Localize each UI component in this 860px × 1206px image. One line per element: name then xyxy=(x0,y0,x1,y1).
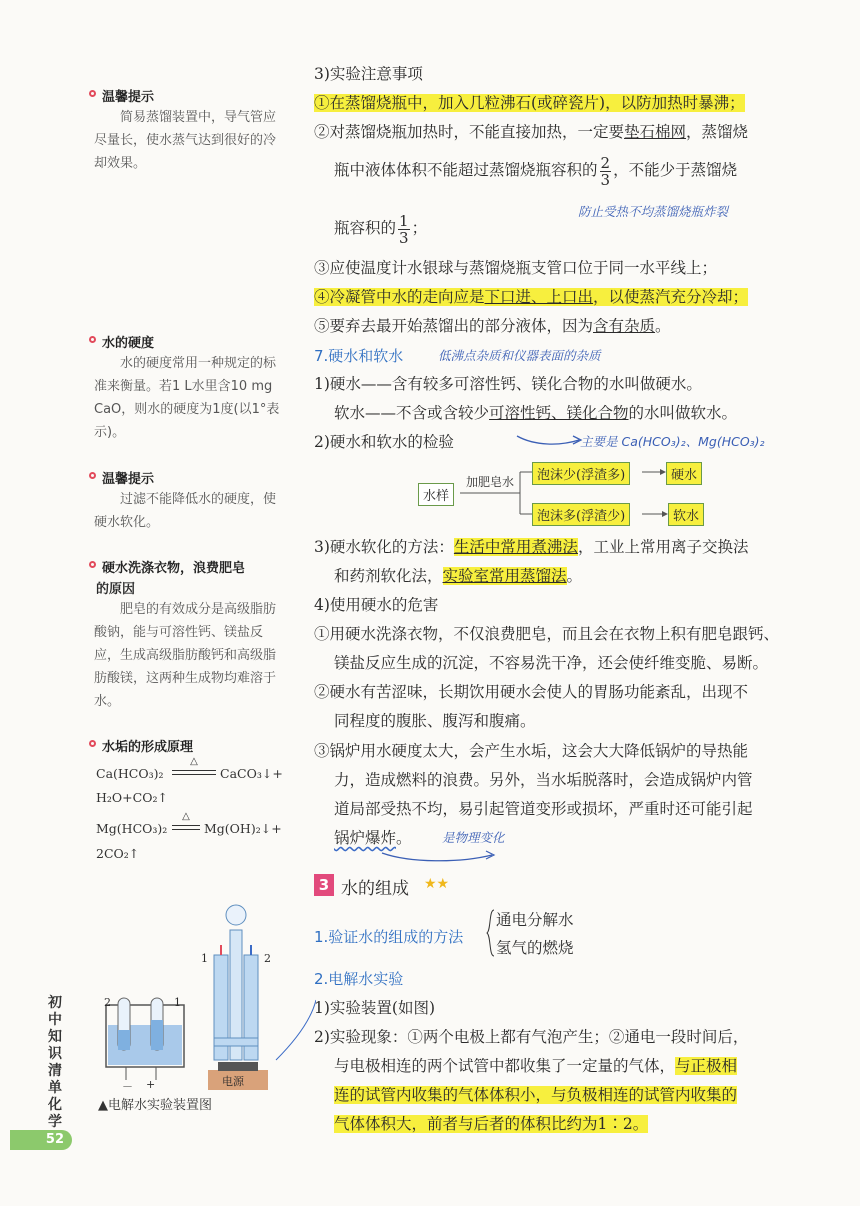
phenomenon-cont3 xyxy=(334,1112,648,1136)
note-item-2 xyxy=(314,120,748,144)
highlight: 连的试管内收集的气体体积小，与负极相连的试管内收集的 xyxy=(334,1086,738,1104)
denominator: 3 xyxy=(600,170,611,189)
eq2-condition: △ xyxy=(182,811,190,822)
hardness-text: 水的硬度常用一种规定的标准来衡量。若1 L水里含10 mg CaO，则水的硬度为1度(以1°表示)。 xyxy=(94,356,280,440)
numerator: 1 xyxy=(399,211,409,230)
note-heading: 3)实验注意事项 xyxy=(314,65,423,83)
tip2-title: 温馨提示 xyxy=(92,468,154,487)
eq2-lhs: Mg(HCO₃)₂ xyxy=(96,821,168,836)
note-item-3: ③应使温度计水银球与蒸馏烧瓶支管口位于同一水平线上； xyxy=(314,259,718,277)
eq2-rhs2: 2CO₂↑ xyxy=(96,846,140,861)
harm-heading: 4)使用硬水的危害 xyxy=(314,596,439,614)
fig-label-r1: 1 xyxy=(201,952,208,965)
denominator: 3 xyxy=(399,228,409,247)
wavy-underlined-text: 锅炉爆炸 xyxy=(334,829,397,847)
tip1-text: 简易蒸馏装置中，导气管应尽量长，使水蒸气达到很好的冷却效果。 xyxy=(94,110,277,171)
fraction xyxy=(600,155,612,188)
numerator: 2 xyxy=(600,153,611,172)
highlight xyxy=(314,288,748,306)
handwritten-note: 防止受热不均蒸馏烧瓶炸裂 xyxy=(578,204,729,219)
phenomenon-cont2 xyxy=(334,1083,737,1107)
underlined-text: 含有杂质 xyxy=(593,317,656,335)
note-item-2-end xyxy=(334,208,427,248)
brace-icon xyxy=(486,908,496,958)
soap-text: 肥皂的有效成分是高级脂肪酸钠，能与可溶性钙、镁盐反应，生成高级脂肪酸钙和高级脂肪酸镁，这两种生成物均难溶于水。 xyxy=(94,602,277,709)
verify-method-title: 1.验证水的组成的方法 xyxy=(314,928,464,946)
page-number: 52 xyxy=(10,1130,72,1150)
note-item-4 xyxy=(314,285,748,309)
fig-label-minus: － xyxy=(122,1080,133,1093)
flow-sample: 水样 xyxy=(418,483,454,506)
text: 和药剂软化法， xyxy=(334,567,443,585)
handwritten-arrow xyxy=(515,432,585,448)
handwritten-arrow xyxy=(380,845,500,865)
harm-1-cont: 镁盐反应生成的沉淀，不容易洗干净，还会使纤维变脆、易断。 xyxy=(334,654,769,672)
highlight: 生活中常用煮沸法 xyxy=(453,538,578,556)
text: ②对蒸馏烧瓶加热时，不能直接加热，一定要 xyxy=(314,123,625,141)
handwritten-note: 主要是 Ca(HCO₃)₂、Mg(HCO₃)₂ xyxy=(580,434,765,449)
harm-3-cont1: 力，造成燃料的浪费。另外，当水垢脱落时，会造成锅炉内管 xyxy=(334,771,753,789)
underlined-text: 可溶性钙、镁化合物 xyxy=(489,404,629,422)
text: 与电极相连的两个试管中都收集了一定量的气体， xyxy=(334,1057,676,1075)
harm-2: ②硬水有苦涩味，长期饮用硬水会使人的胃肠功能紊乱，出现不 xyxy=(314,683,749,701)
softening-methods xyxy=(314,535,748,559)
fig-label-power: 电源 xyxy=(222,1075,244,1088)
text: 。 xyxy=(566,567,583,585)
eq2-rhs: Mg(OH)₂↓+ xyxy=(204,821,282,836)
phenomenon-line: 2)实验现象：①两个电极上都有气泡产生；②通电一段时间后， xyxy=(314,1028,749,1046)
test-heading: 2)硬水和软水的检验 xyxy=(314,433,454,451)
harm-3: ③锅炉用水硬度太大，会产生水垢，这会大大降低锅炉的导热能 xyxy=(314,742,749,760)
highlight: 实验室常用蒸馏法 xyxy=(442,567,567,585)
text: ，以使蒸汽充分冷却； xyxy=(593,288,749,306)
flow-hard-water: 硬水 xyxy=(666,462,702,485)
text: ，不能少于蒸馏烧 xyxy=(613,161,738,179)
harm-2-cont: 同程度的腹胀、腹泻和腹痛。 xyxy=(334,712,536,730)
section-title: 水的组成 xyxy=(341,879,409,899)
hardness-title: 水的硬度 xyxy=(92,332,154,351)
flow-result-less-foam: 泡沫少(浮渣多) xyxy=(532,462,630,485)
text: 3)硬水软化的方法： xyxy=(314,538,454,556)
text: ④冷凝管中水的走向应是 xyxy=(314,288,485,306)
text: 。 xyxy=(396,829,412,847)
apparatus-line: 1)实验装置(如图) xyxy=(314,999,436,1017)
soap-title: 硬水洗涤衣物，浪费肥皂 xyxy=(92,557,245,576)
text: 软水——不含或含较少 xyxy=(334,404,490,422)
flow-result-more-foam: 泡沫多(浮渣少) xyxy=(532,503,630,526)
soap-title-2: 的原因 xyxy=(96,582,136,597)
method-electrolysis: 通电分解水 xyxy=(496,911,574,929)
text: 的水叫做软水。 xyxy=(628,404,738,422)
text: ，工业上常用离子交换法 xyxy=(577,538,749,556)
underlined-text: 垫石棉网 xyxy=(624,123,687,141)
softening-methods-cont xyxy=(334,564,582,588)
highlight: 与正极相 xyxy=(675,1057,738,1075)
note-item-2-cont xyxy=(334,150,737,190)
handwritten-note: 是物理变化 xyxy=(442,830,505,845)
eq2-sign xyxy=(172,825,200,830)
book-title-vertical: 初中知识清单 化学 xyxy=(48,995,62,1130)
text: ； xyxy=(411,219,428,237)
handwritten-note: 低沸点杂质和仪器表面的杂质 xyxy=(438,348,601,363)
star-rating: ★★ xyxy=(424,876,450,892)
harm-1: ①用硬水洗涤衣物，不仅浪费肥皂，而且会在衣物上积有肥皂跟钙、 xyxy=(314,625,780,643)
hard-water-def: 1)硬水——含有较多可溶性钙、镁化合物的水叫做硬水。 xyxy=(314,375,702,393)
text: ⑤要弃去最开始蒸馏出的部分液体，因为 xyxy=(314,317,594,335)
fig-label-r2: 2 xyxy=(264,952,271,965)
tip1-title: 温馨提示 xyxy=(92,86,154,105)
eq1-rhs2: H₂O+CO₂↑ xyxy=(96,790,168,805)
underlined-text: 下口进、上口出 xyxy=(484,288,594,306)
harm-3-cont2: 道局部受热不均，易引起管道变形或损坏，严重时还可能引起 xyxy=(334,800,753,818)
note-item-1 xyxy=(314,91,745,115)
phenomenon-cont1 xyxy=(334,1054,737,1078)
section-number: 3 xyxy=(314,874,334,896)
fig-label-plus: + xyxy=(146,1078,156,1091)
eq1-sign xyxy=(172,770,216,775)
eq1-condition: △ xyxy=(190,756,198,767)
text: 瓶容积的 xyxy=(334,219,397,237)
highlight: ①在蒸馏烧瓶中，加入几粒沸石(或碎瓷片)，以防加热时暴沸； xyxy=(314,94,745,112)
text: 。 xyxy=(655,317,671,335)
flow-add-soap: 加肥皂水 xyxy=(466,475,515,489)
electrolysis-title: 2.电解水实验 xyxy=(314,970,404,988)
note-item-5 xyxy=(314,314,671,338)
text: 瓶中液体体积不能超过蒸馏烧瓶容积的 xyxy=(334,161,598,179)
tip2-text: 过滤不能降低水的硬度，使硬水软化。 xyxy=(94,492,277,530)
text: ，蒸馏烧 xyxy=(686,123,749,141)
flow-soft-water: 软水 xyxy=(668,503,704,526)
fraction xyxy=(398,213,410,246)
eq1-lhs: Ca(HCO₃)₂ xyxy=(96,766,164,781)
section-7-title: 7.硬水和软水 xyxy=(314,347,404,365)
fig-label-l2: 2 xyxy=(104,996,111,1009)
figure-caption: ▲电解水实验装置图 xyxy=(98,1098,212,1113)
fig-label-l1: 1 xyxy=(174,996,181,1009)
eq1-rhs: CaCO₃↓+ xyxy=(220,766,283,781)
highlight: 气体体积大，前者与后者的体积比约为1∶2。 xyxy=(334,1115,649,1133)
scale-title: 水垢的形成原理 xyxy=(92,736,193,755)
soft-water-def xyxy=(334,401,737,425)
electrolysis-figure xyxy=(96,890,316,1090)
method-hydrogen-burning: 氢气的燃烧 xyxy=(496,939,574,957)
